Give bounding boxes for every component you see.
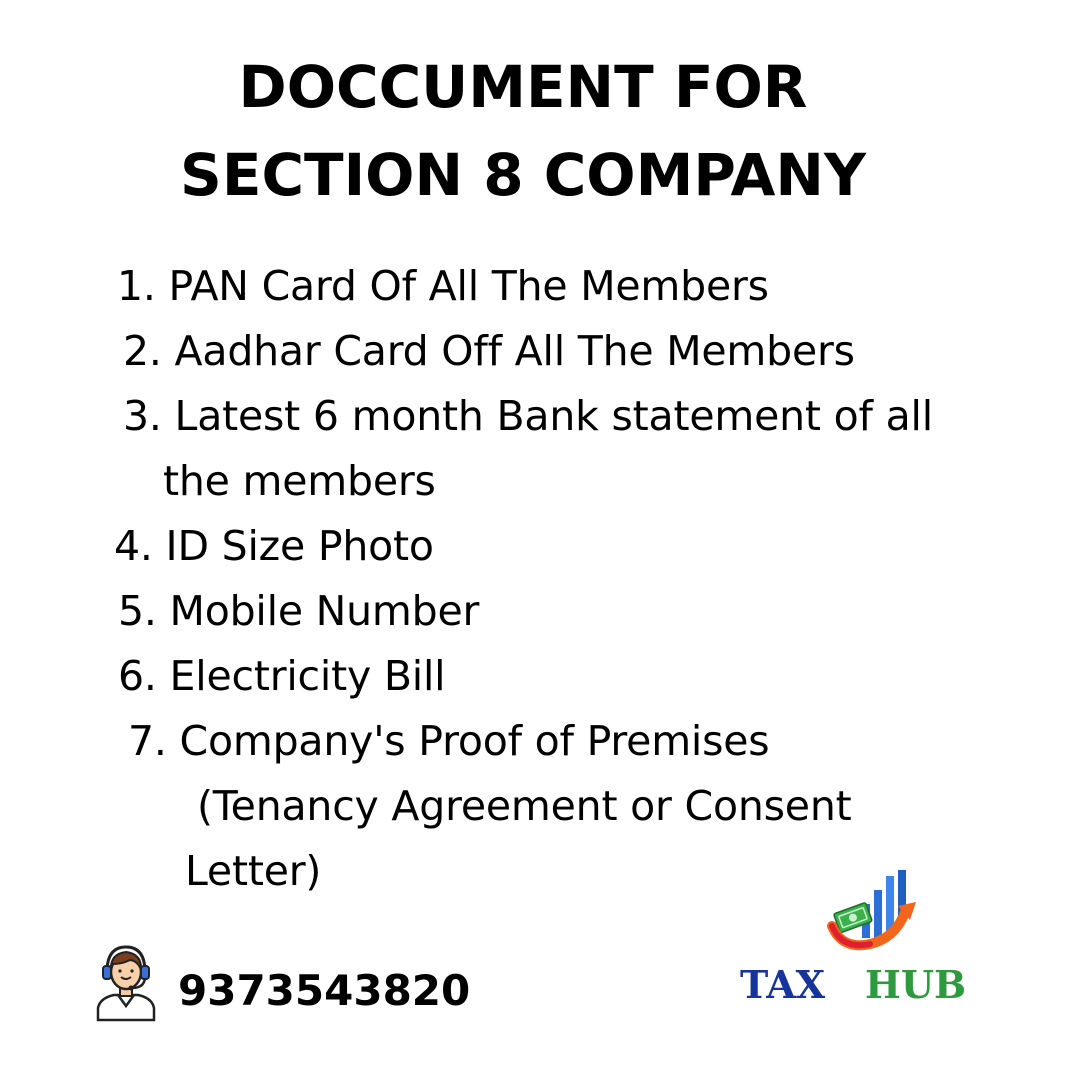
list-item: 6. Electricity Bill bbox=[118, 652, 446, 700]
list-item: 5. Mobile Number bbox=[118, 587, 480, 635]
support-agent-icon bbox=[94, 944, 158, 1026]
list-item: 7. Company's Proof of Premises bbox=[128, 717, 770, 765]
list-item-continuation: the members bbox=[163, 457, 436, 505]
phone-number: 9373543820 bbox=[178, 966, 471, 1015]
list-item: 3. Latest 6 month Bank statement of all bbox=[123, 392, 933, 440]
title-line-1: DOCCUMENT FOR bbox=[238, 53, 808, 121]
title-line-2: SECTION 8 COMPANY bbox=[180, 141, 866, 209]
list-item-continuation: (Tenancy Agreement or Consent bbox=[197, 782, 852, 830]
growth-chart-money-icon bbox=[822, 866, 922, 970]
list-item: 2. Aadhar Card Off All The Members bbox=[123, 327, 855, 375]
list-item: 1. PAN Card Of All The Members bbox=[117, 262, 769, 310]
contact-block bbox=[94, 944, 158, 1026]
logo-word-tax: TAX bbox=[740, 962, 826, 1007]
list-item-continuation: Letter) bbox=[185, 847, 322, 895]
list-item: 4. ID Size Photo bbox=[114, 522, 434, 570]
logo-word-hub: HUB bbox=[865, 962, 967, 1007]
